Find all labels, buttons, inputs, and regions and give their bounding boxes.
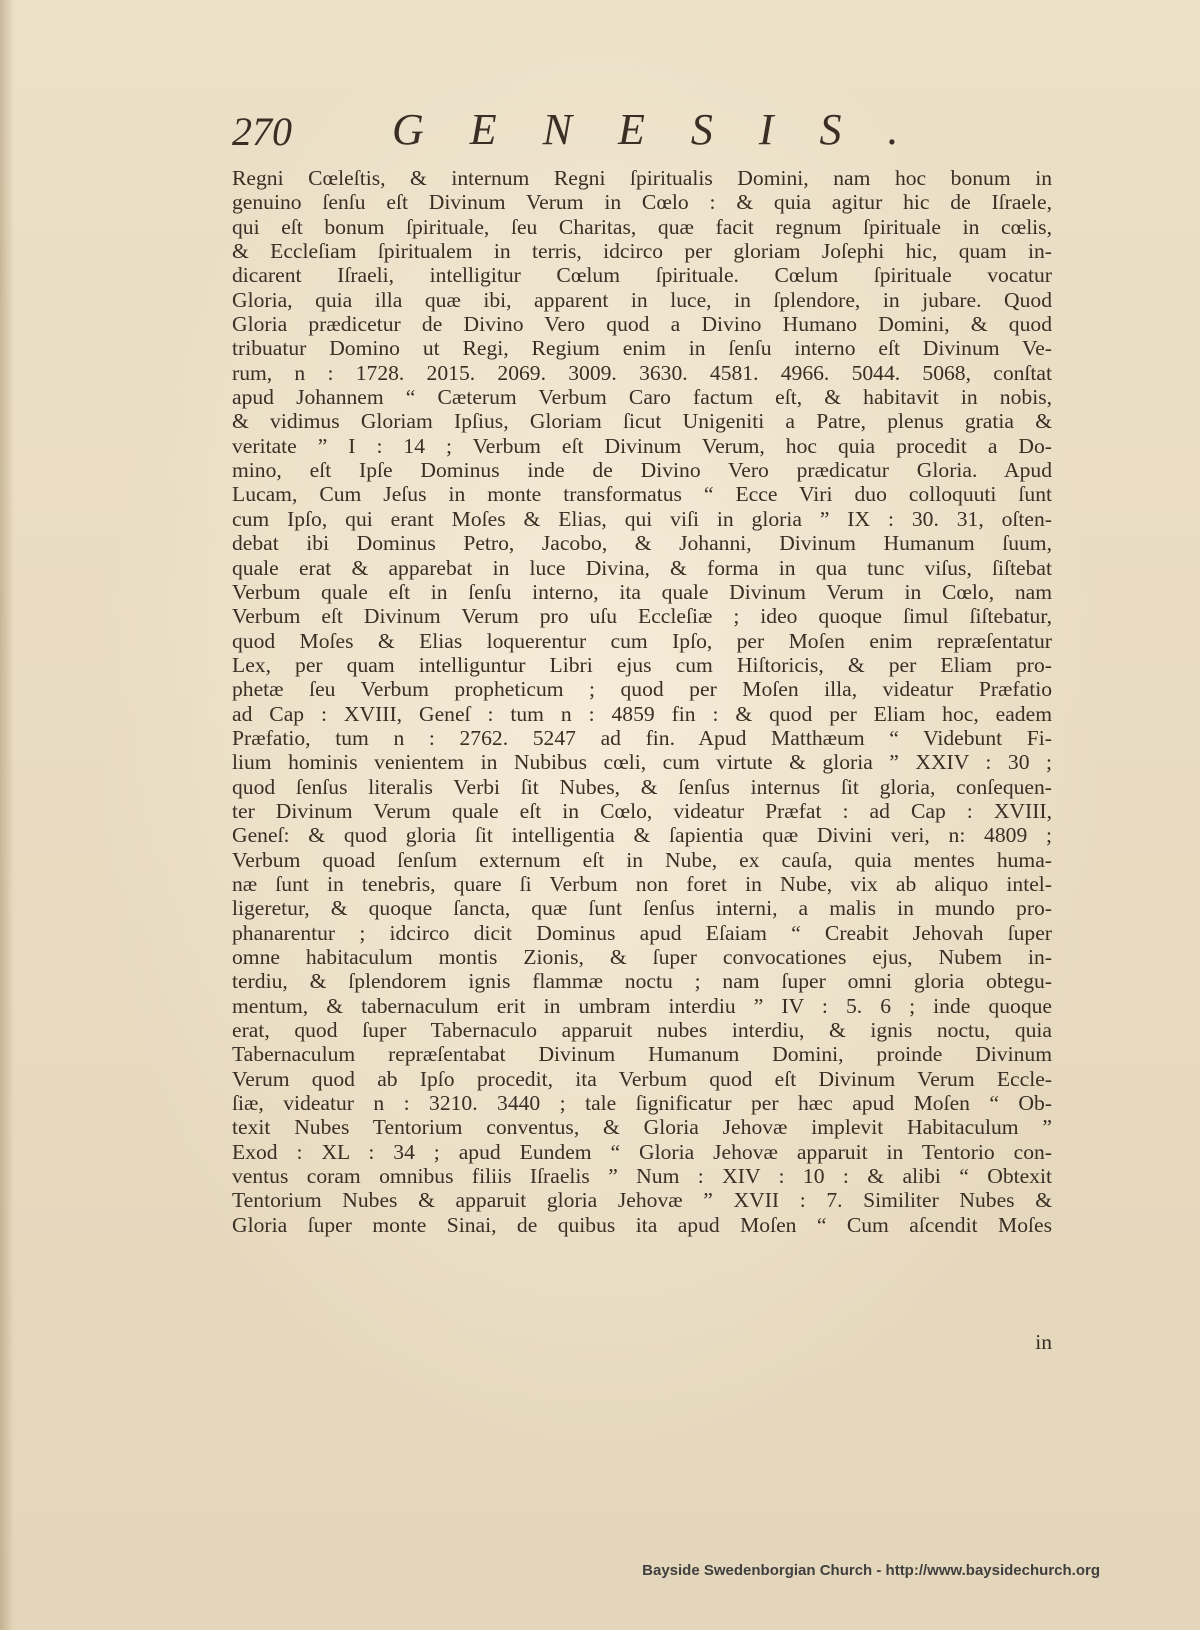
text-line: lium hominis venientem in Nubibus cœli, cum virtute & gloria ” XXIV : 30 ; [232,750,1052,775]
text-line: Lex, per quam intelliguntur Libri ejus cum Hiſtoricis, & per Eliam pro- [232,652,1052,677]
running-head [232,104,1052,160]
text-line: Tentorium Nubes & apparuit gloria Jehovæ ” XVII : 7. Similiter Nubes & [232,1188,1052,1213]
text-line: & vidimus Gloriam Ipſius, Gloriam ſicut Unigeniti a Patre, plenus gratia & [232,409,1052,434]
text-line: debat ibi Dominus Petro, Jacobo, & Johanni, Divinum Humanum ſuum, [232,531,1052,556]
text-line: erat, quod ſuper Tabernaculo apparuit nubes interdiu, & ignis noctu, quia [232,1018,1052,1043]
page-number: 270 [232,109,292,154]
text-line: Gloria, quia illa quæ ibi, apparent in luce, in ſplendore, in jubare. Quod [232,287,1052,312]
text-line: Exod : XL : 34 ; apud Eundem “ Gloria Jehovæ apparuit in Tentorio con- [232,1139,1052,1164]
text-line: Verum quod ab Ipſo procedit, ita Verbum quod eſt Divinum Verum Eccle- [232,1066,1052,1091]
text-line: rum, n : 1728. 2015. 2069. 3009. 3630. 4581. 4966. 5044. 5068, conſtat [232,360,1052,385]
text-line: Præfatio, tum n : 2762. 5247 ad fin. Apud Matthæum “ Videbunt Fi- [232,725,1052,750]
text-line: ad Cap : XVIII, Geneſ : tum n : 4859 fin : & quod per Eliam hoc, eadem [232,701,1052,726]
text-line: texit Nubes Tentorium conventus, & Gloria Jehovæ implevit Habitaculum ” [232,1115,1052,1140]
text-line: quod ſenſus literalis Verbi ſit Nubes, & ſenſus internus ſit gloria, conſequen- [232,774,1052,799]
text-line: quale erat & apparebat in luce Divina, & forma in qua tunc viſus, ſiſtebat [232,555,1052,580]
footer-credit: Bayside Swedenborgian Church - http://www.baysidechurch.org [642,1562,1100,1579]
text-line: tribuatur Domino ut Regi, Regium enim in ſenſu interno eſt Divinum Ve- [232,336,1052,361]
text-line: veritate ” I : 14 ; Verbum eſt Divinum Verum, hoc quia procedit a Do- [232,433,1052,458]
text-line: mentum, & tabernaculum erit in umbram interdiu ” IV : 5. 6 ; inde quoque [232,993,1052,1018]
text-line: apud Johannem “ Cæterum Verbum Caro factum eſt, & habitavit in nobis, [232,385,1052,410]
text-line: Verbum quoad ſenſum externum eſt in Nube, ex cauſa, quia mentes huma- [232,847,1052,872]
book-title: GENESIS. [392,105,945,154]
page-edge-shadow [0,0,14,1630]
text-line: mino, eſt Ipſe Dominus inde de Divino Vero prædicatur Gloria. Apud [232,458,1052,483]
text-line: Geneſ: & quod gloria ſit intelligentia & ſapientia quæ Divini veri, n: 4809 ; [232,823,1052,848]
text-line: ſiæ, videatur n : 3210. 3440 ; tale ſignificatur per hæc apud Moſen “ Ob- [232,1091,1052,1116]
text-line: ventus coram omnibus filiis Iſraelis ” Num : XIV : 10 : & alibi “ Obtexit [232,1164,1052,1189]
text-line: Lucam, Cum Jeſus in monte transformatus “ Ecce Viri duo colloquuti ſunt [232,482,1052,507]
text-line: & Eccleſiam ſpiritualem in terris, idcirco per gloriam Joſephi hic, quam in- [232,239,1052,264]
text-line: ligeretur, & quoque ſancta, quæ ſunt ſenſus interni, a malis in mundo pro- [232,896,1052,921]
text-line: genuino ſenſu eſt Divinum Verum in Cœlo : & quia agitur hic de Iſraele, [232,190,1052,215]
text-line: phanarentur ; idcirco dicit Dominus apud Eſaiam “ Creabit Jehovah ſuper [232,920,1052,945]
text-line: omne habitaculum montis Zionis, & ſuper convocationes ejus, Nubem in- [232,945,1052,969]
text-line: Regni Cœleſtis, & internum Regni ſpiritualis Domini, nam hoc bonum in [232,166,1052,190]
text-line: Gloria ſuper monte Sinai, de quibus ita apud Moſen “ Cum aſcendit Moſes [232,1212,1052,1237]
text-line: Verbum quale eſt in ſenſu interno, ita quale Divinum Verum in Cœlo, nam [232,579,1052,604]
catchword: in [1035,1330,1052,1354]
body-text [232,166,1052,1237]
text-line: næ ſunt in tenebris, quare ſi Verbum non foret in Nube, vix ab aliquo intel- [232,871,1052,896]
text-line: Gloria prædicetur de Divino Vero quod a Divino Humano Domini, & quod [232,312,1052,337]
text-line: quod Moſes & Elias loquerentur cum Ipſo, per Moſen enim repræſentatur [232,628,1052,653]
text-line: ter Divinum Verum quale eſt in Cœlo, videatur Præfat : ad Cap : XVIII, [232,798,1052,823]
text-line: phetæ ſeu Verbum propheticum ; quod per Moſen illa, videatur Præfatio [232,677,1052,702]
text-line: terdiu, & ſplendorem ignis flammæ noctu ; nam ſuper omni gloria obtegu- [232,969,1052,994]
text-line: cum Ipſo, qui erant Moſes & Elias, qui viſi in gloria ” IX : 30. 31, oſten- [232,506,1052,531]
text-line: Verbum eſt Divinum Verum pro uſu Eccleſiæ ; ideo quoque ſimul ſiſtebatur, [232,604,1052,629]
text-line: Tabernaculum repræſentabat Divinum Humanum Domini, proinde Divinum [232,1042,1052,1067]
text-line: dicarent Iſraeli, intelligitur Cœlum ſpirituale. Cœlum ſpirituale vocatur [232,263,1052,288]
text-line: qui eſt bonum ſpirituale, ſeu Charitas, quæ facit regnum ſpirituale in cœlis, [232,214,1052,239]
